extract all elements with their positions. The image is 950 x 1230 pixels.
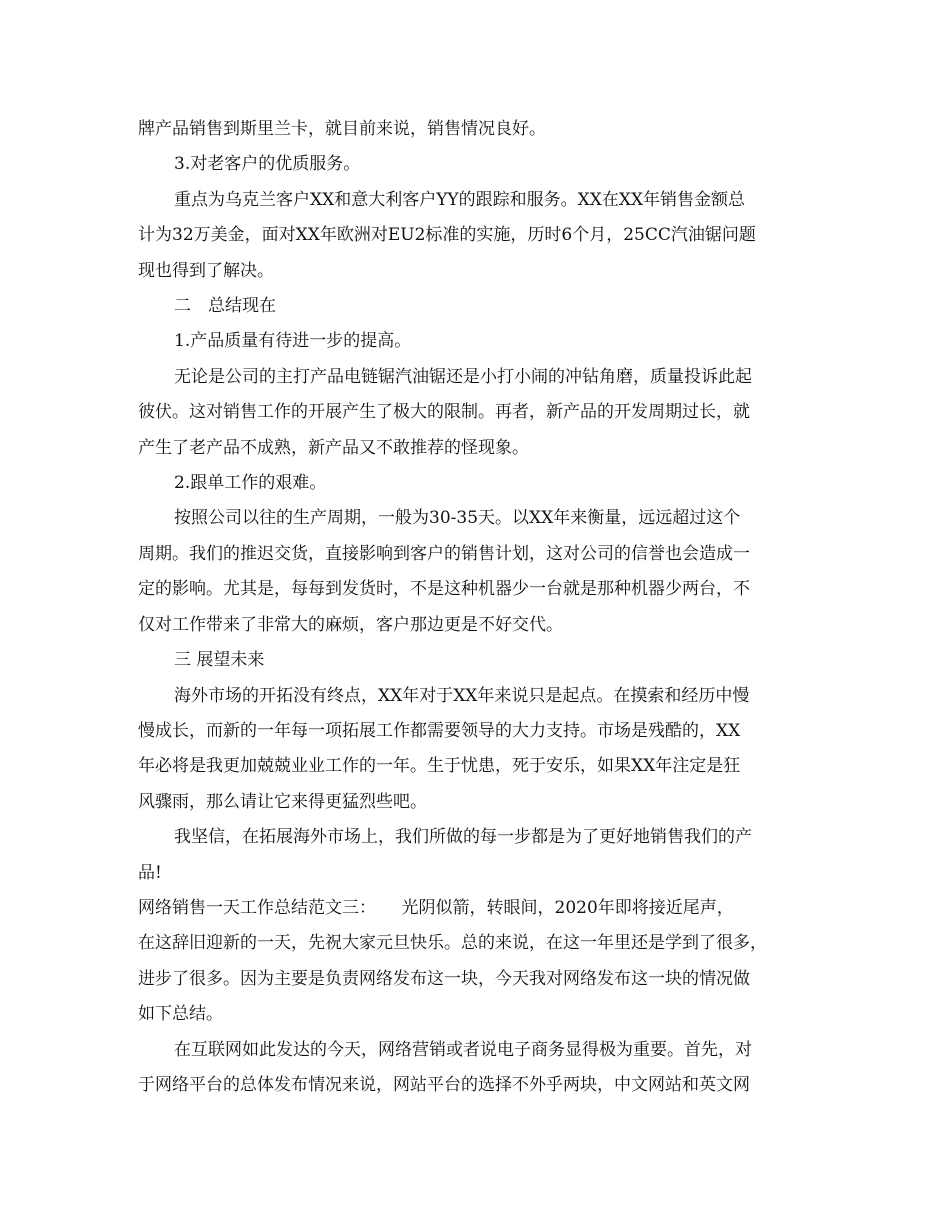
text-line: 1.产品质量有待进一步的提高。 xyxy=(174,331,412,352)
text-line: 按照公司以往的生产周期，一般为30-35天。以XX年来衡量，远远超过这个 xyxy=(174,508,741,529)
text-line: 定的影响。尤其是，每每到发货时，不是这种机器少一台就是那种机器少两台，不 xyxy=(138,579,750,600)
text-line: 风骤雨，那么请让它来得更猛烈些吧。 xyxy=(138,791,427,812)
text-line: 重点为乌克兰客户XX和意大利客户YY的跟踪和服务。XX在XX年销售金额总 xyxy=(174,189,746,210)
text-line: 品! xyxy=(138,862,162,883)
text-line: 海外市场的开拓没有终点，XX年对于XX年来说只是起点。在摸索和经历中慢 xyxy=(174,685,750,706)
section-heading: 二 总结现在 xyxy=(174,296,276,317)
text-line: 周期。我们的推迟交货，直接影响到客户的销售计划，这对公司的信誉也会造成一 xyxy=(138,543,750,564)
section-heading: 三 展望未来 xyxy=(174,650,265,671)
text-line: 牌产品销售到斯里兰卡，就目前来说，销售情况良好。 xyxy=(138,119,546,139)
document-page xyxy=(138,112,813,1103)
text-line: 于网络平台的总体发布情况来说，网站平台的选择不外乎两块，中文网站和英文网 xyxy=(138,1074,750,1095)
text-line: 计为32万美金，面对XX年欧洲对EU2标准的实施，历时6个月，25CC汽油锯问题 xyxy=(138,225,756,246)
text-line: 产生了老产品不成熟，新产品又不敢推荐的怪现象。 xyxy=(138,437,529,458)
text-line: 在互联网如此发达的今天，网络营销或者说电子商务显得极为重要。首先，对 xyxy=(174,1039,752,1060)
text-line: 无论是公司的主打产品电链锯汽油锯还是小打小闹的冲钻角磨，质量投诉此起 xyxy=(174,366,752,387)
text-line: 进步了很多。因为主要是负责网络发布这一块，今天我对网络发布这一块的情况做 xyxy=(138,968,750,989)
text-line: 现也得到了解决。 xyxy=(138,260,274,281)
text-line: 网络销售一天工作总结范文三： 光阴似箭，转眼间，2020年即将接近尾声， xyxy=(138,897,734,918)
text-line: 仅对工作带来了非常大的麻烦，客户那边更是不好交代。 xyxy=(138,614,563,635)
text-line: 2.跟单工作的艰难。 xyxy=(174,473,327,494)
text-line: 年必将是我更加兢兢业业工作的一年。生于忧患，死于安乐，如果XX年注定是狂 xyxy=(138,756,741,777)
text-line: 慢成长，而新的一年每一项拓展工作都需要领导的大力支持。市场是残酷的，XX xyxy=(138,720,741,741)
text-line: 我坚信，在拓展海外市场上，我们所做的每一步都是为了更好地销售我们的产 xyxy=(174,827,752,848)
text-line: 如下总结。 xyxy=(138,1004,223,1025)
text-line: 在这辞旧迎新的一天，先祝大家元旦快乐。总的来说，在这一年里还是学到了很多， xyxy=(138,933,767,954)
text-line: 彼伏。这对销售工作的开展产生了极大的限制。再者，新产品的开发周期过长，就 xyxy=(138,402,750,423)
text-line: 3.对老客户的优质服务。 xyxy=(174,154,361,175)
